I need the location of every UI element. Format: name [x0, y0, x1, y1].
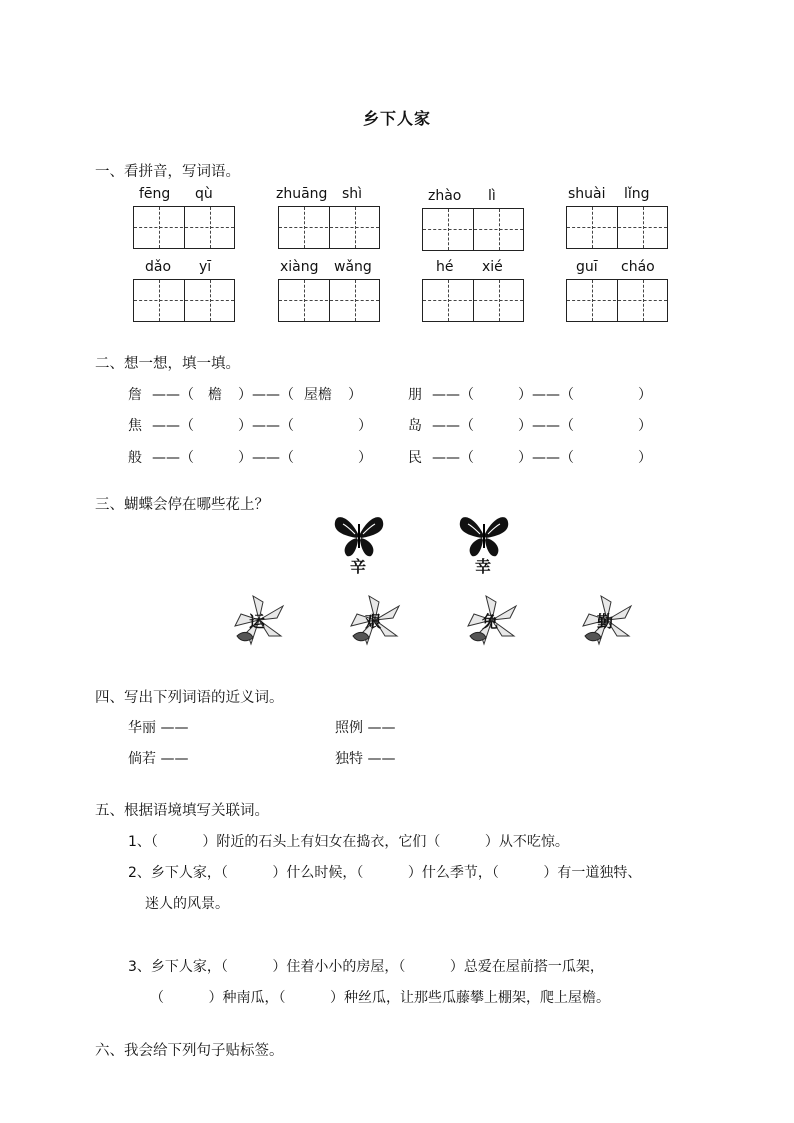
pinyin-syllable: hé	[436, 259, 454, 275]
writing-box[interactable]	[133, 279, 235, 322]
pinyin-syllable: guī	[576, 259, 598, 275]
butterfly-icon[interactable]	[333, 514, 385, 558]
connective-question-1[interactable]: 1、（ ）附近的石头上有妇女在捣衣，它们（ ）从不吃惊。	[128, 834, 569, 850]
pinyin-syllable: wǎng	[334, 259, 372, 275]
pinyin-syllable: lì	[488, 188, 496, 204]
synonym-item[interactable]: 独特 ——	[335, 751, 396, 767]
pinyin-syllable: qù	[195, 186, 213, 202]
flower-char: 运	[249, 612, 266, 631]
section-3-heading: 三、蝴蝶会停在哪些花上？	[95, 497, 269, 513]
writing-box[interactable]	[422, 279, 524, 322]
fill-answer[interactable]: 檐	[208, 387, 222, 403]
section-4-heading: 四、写出下列词语的近义词。	[95, 690, 284, 706]
flower-char: 免	[482, 612, 499, 631]
pinyin-syllable: shuài	[568, 186, 606, 202]
connective-question-2-cont: 迷人的风景。	[145, 896, 229, 912]
synonym-item[interactable]: 倘若 ——	[128, 751, 189, 767]
connective-question-2[interactable]: 2、乡下人家，（ ）什么时候，（ ）什么季节，（ ）有一道独特、	[128, 865, 642, 881]
fill-answer[interactable]: 屋檐	[304, 387, 332, 403]
writing-box[interactable]	[566, 279, 668, 322]
writing-box[interactable]	[278, 279, 380, 322]
section-1-heading: 一、看拼音，写词语。	[95, 164, 240, 180]
writing-box[interactable]	[133, 206, 235, 249]
pinyin-syllable: lǐng	[624, 186, 650, 202]
writing-box[interactable]	[278, 206, 380, 249]
pinyin-syllable: cháo	[621, 259, 655, 275]
pinyin-syllable: xié	[482, 259, 503, 275]
pinyin-syllable: fēng	[139, 186, 171, 202]
butterfly-icon[interactable]	[458, 514, 510, 558]
butterfly-char: 辛	[350, 557, 367, 576]
connective-question-3[interactable]: 3、乡下人家，（ ）住着小小的房屋，（ ）总爱在屋前搭一瓜架，	[128, 959, 604, 975]
pinyin-syllable: zhào	[428, 188, 462, 204]
pinyin-syllable: yī	[199, 259, 212, 275]
section-6-heading: 六、我会给下列句子贴标签。	[95, 1043, 284, 1059]
pinyin-syllable: xiàng	[280, 259, 319, 275]
pinyin-syllable: shì	[342, 186, 363, 202]
writing-box[interactable]	[422, 208, 524, 251]
synonym-item[interactable]: 华丽 ——	[128, 720, 189, 736]
section-2-heading: 二、想一想，填一填。	[95, 356, 240, 372]
pinyin-syllable: zhuāng	[276, 186, 328, 202]
pinyin-syllable: dǎo	[145, 259, 172, 275]
flower-char: 勤	[597, 612, 614, 631]
writing-box[interactable]	[566, 206, 668, 249]
flower-char: 艰	[365, 612, 382, 631]
connective-question-3-cont[interactable]: （ ）种南瓜，（ ）种丝瓜，让那些瓜藤攀上棚架，爬上屋檐。	[150, 990, 611, 1006]
page-title: 乡下人家	[362, 109, 431, 128]
synonym-item[interactable]: 照例 ——	[335, 720, 396, 736]
butterfly-char: 幸	[475, 557, 492, 576]
section-5-heading: 五、根据语境填写关联词。	[95, 803, 269, 819]
